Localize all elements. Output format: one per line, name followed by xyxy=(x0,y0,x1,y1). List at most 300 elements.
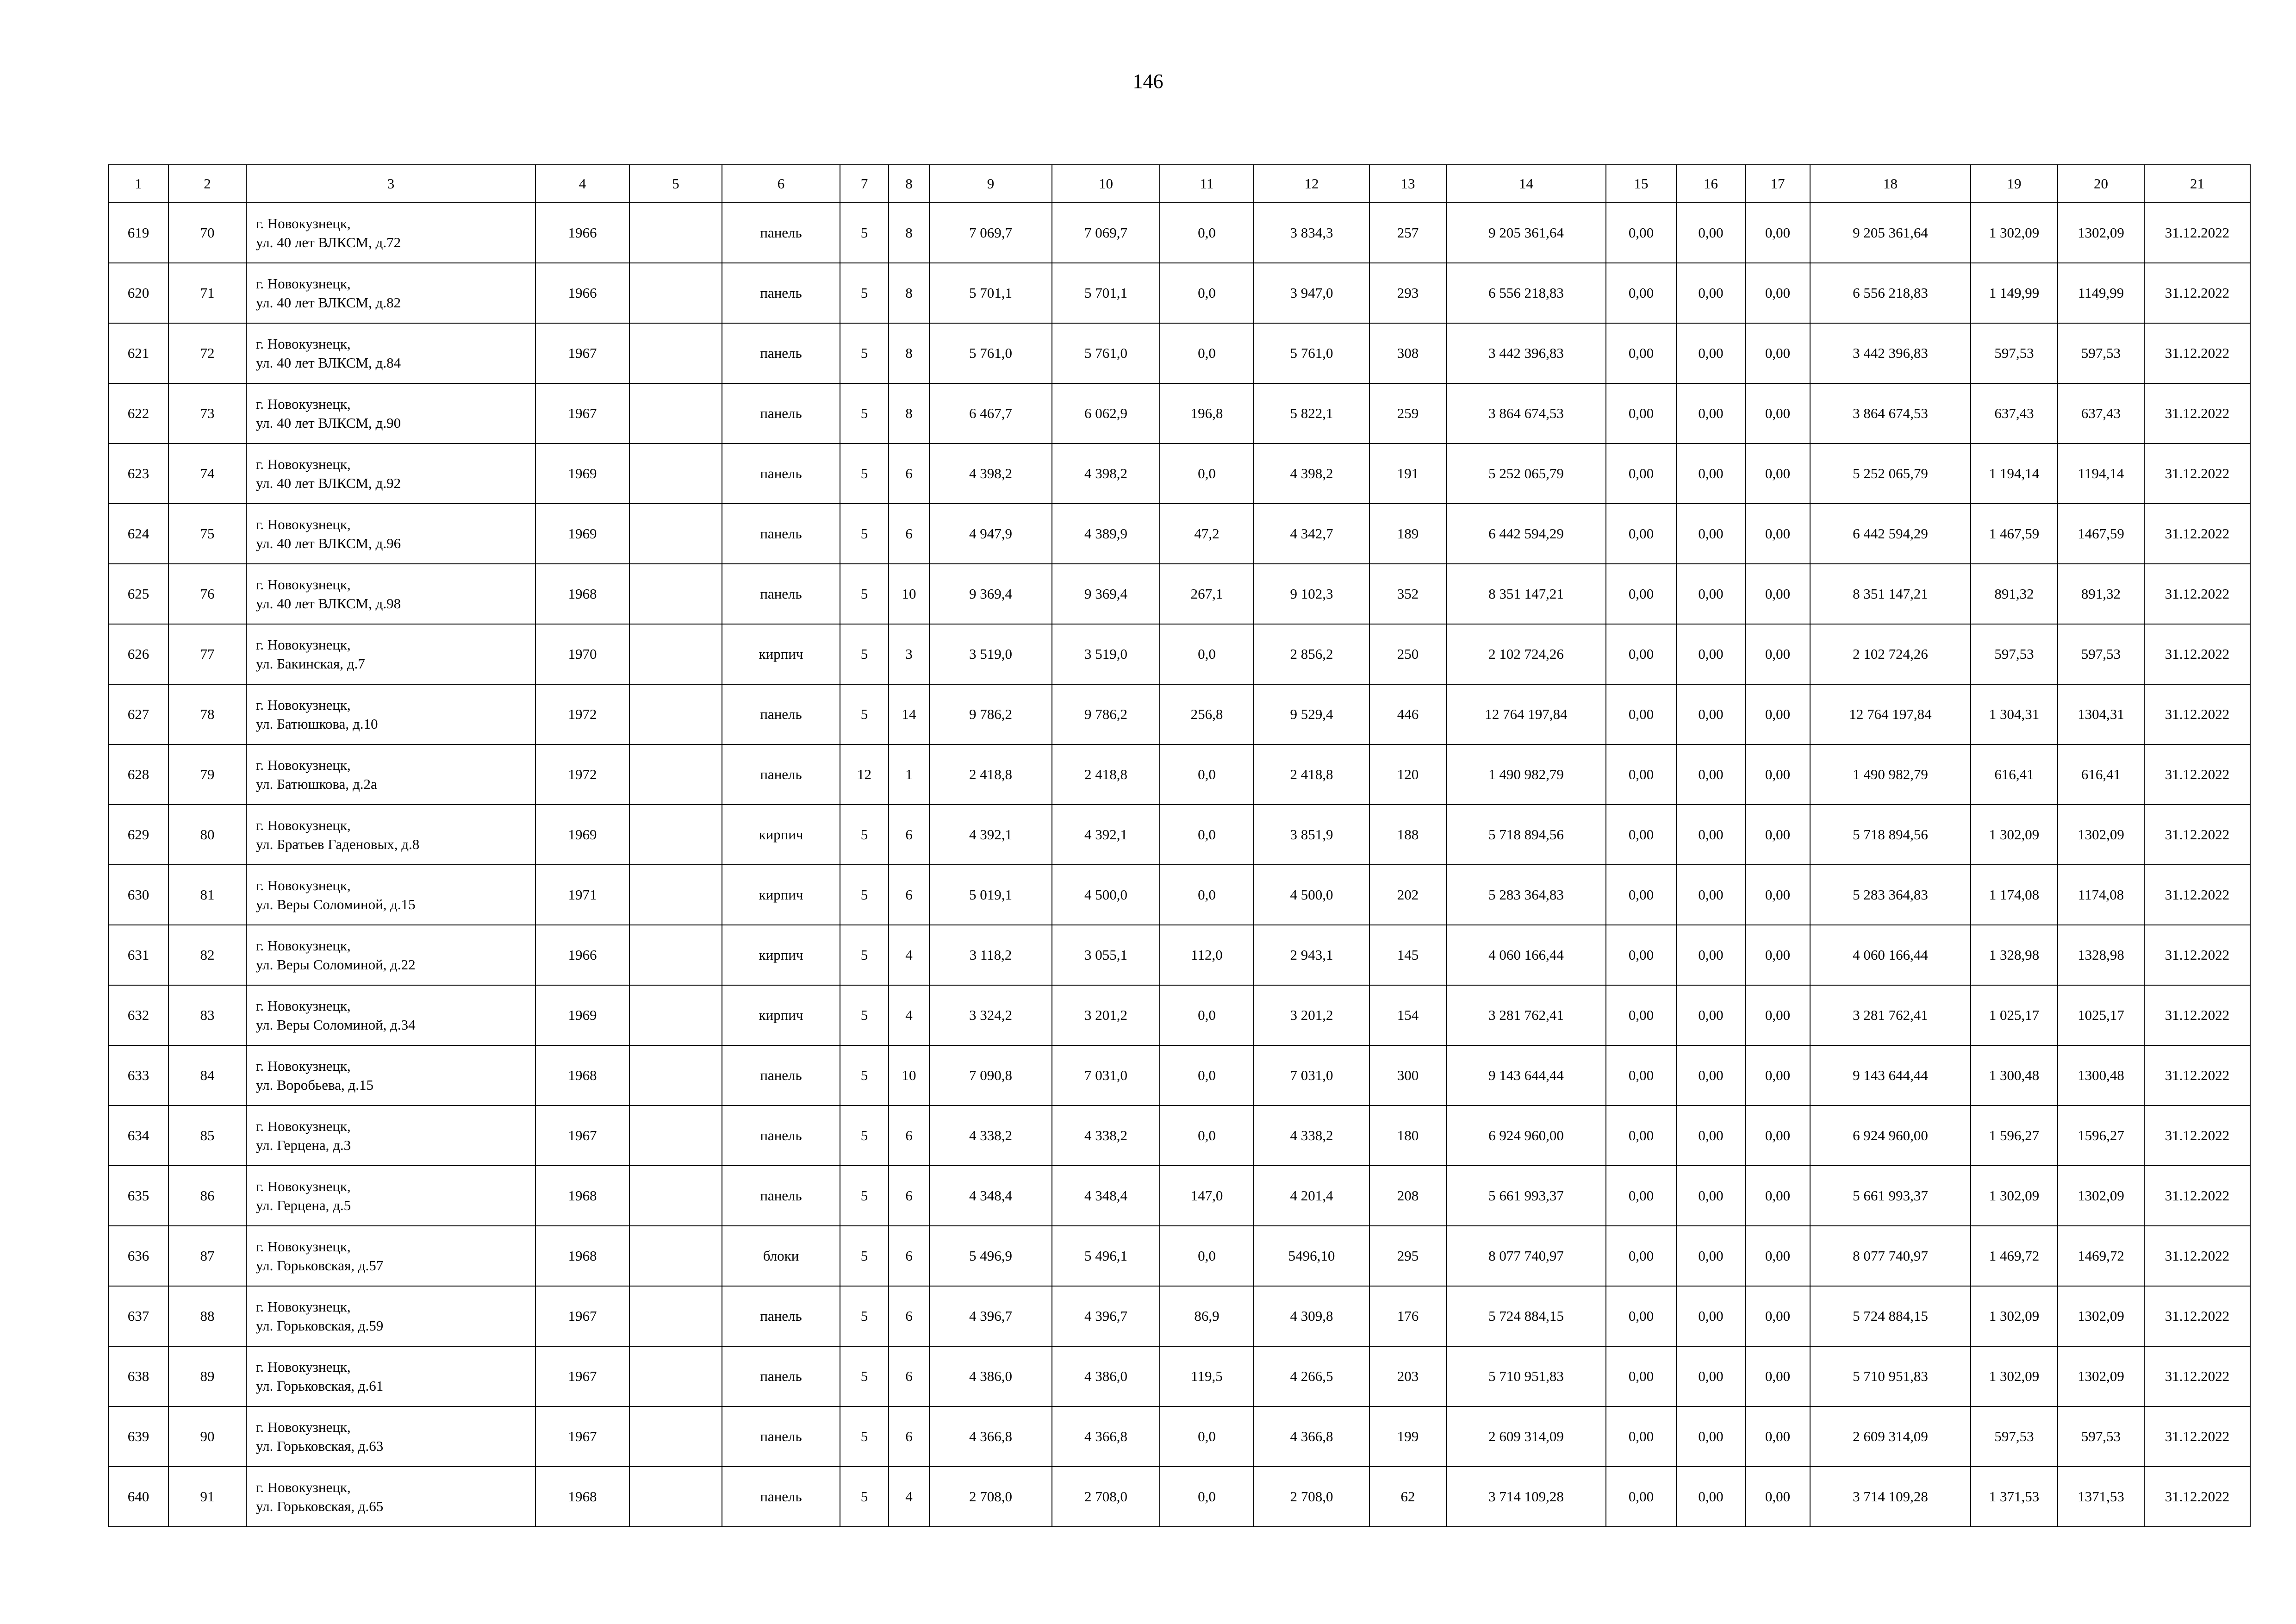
col5-cell xyxy=(629,1166,722,1226)
col16-cell: 0,00 xyxy=(1676,564,1745,624)
year-cell: 1972 xyxy=(535,744,629,805)
col18-cell: 4 060 166,44 xyxy=(1810,925,1971,985)
date-cell: 31.12.2022 xyxy=(2144,564,2250,624)
address-city: г. Новокузнецк, xyxy=(256,1359,351,1375)
col10-cell: 2 418,8 xyxy=(1052,744,1160,805)
col15-cell: 0,00 xyxy=(1606,1166,1676,1226)
col13-cell: 191 xyxy=(1369,443,1446,504)
table-row xyxy=(108,624,2250,684)
address-street: ул. Горьковская, д.61 xyxy=(256,1378,384,1394)
col10-cell: 4 389,9 xyxy=(1052,504,1160,564)
col16-cell: 0,00 xyxy=(1676,443,1745,504)
col15-cell: 0,00 xyxy=(1606,1106,1676,1166)
column-number-header: 19 xyxy=(1971,165,2058,203)
row-number-cell: 634 xyxy=(108,1106,168,1166)
col17-cell: 0,00 xyxy=(1745,925,1810,985)
cost-cell: 8 351 147,21 xyxy=(1446,564,1606,624)
table-row xyxy=(108,1045,2250,1106)
floors-cell: 5 xyxy=(840,504,889,564)
row-sub-number-cell: 91 xyxy=(168,1467,246,1527)
floors-cell: 5 xyxy=(840,624,889,684)
address-city: г. Новокузнецк, xyxy=(256,516,351,532)
col18-cell: 12 764 197,84 xyxy=(1810,684,1971,744)
address-street: ул. Герцена, д.3 xyxy=(256,1137,351,1153)
floors-cell: 5 xyxy=(840,263,889,323)
col10-cell: 3 519,0 xyxy=(1052,624,1160,684)
date-cell: 31.12.2022 xyxy=(2144,504,2250,564)
address-street: ул. 40 лет ВЛКСМ, д.90 xyxy=(256,415,401,431)
col5-cell xyxy=(629,744,722,805)
row-number-cell: 621 xyxy=(108,323,168,383)
date-cell: 31.12.2022 xyxy=(2144,865,2250,925)
row-sub-number-cell: 87 xyxy=(168,1226,246,1286)
col17-cell: 0,00 xyxy=(1745,1346,1810,1406)
col15-cell: 0,00 xyxy=(1606,1045,1676,1106)
col5-cell xyxy=(629,1106,722,1166)
column-number-header: 11 xyxy=(1160,165,1254,203)
material-cell: панель xyxy=(722,1406,840,1467)
floors-cell: 5 xyxy=(840,1286,889,1346)
year-cell: 1972 xyxy=(535,684,629,744)
floors-cell: 5 xyxy=(840,564,889,624)
col20-cell: 1149,99 xyxy=(2058,263,2144,323)
col20-cell: 1596,27 xyxy=(2058,1106,2144,1166)
col13-cell: 199 xyxy=(1369,1406,1446,1467)
col15-cell: 0,00 xyxy=(1606,1406,1676,1467)
col13-cell: 352 xyxy=(1369,564,1446,624)
col12-cell: 4 266,5 xyxy=(1254,1346,1369,1406)
col11-cell: 0,0 xyxy=(1160,1045,1254,1106)
col12-cell: 4 366,8 xyxy=(1254,1406,1369,1467)
entrances-cell: 8 xyxy=(889,383,929,443)
floors-cell: 5 xyxy=(840,383,889,443)
cost-cell: 1 490 982,79 xyxy=(1446,744,1606,805)
column-number-header: 7 xyxy=(840,165,889,203)
table-row xyxy=(108,1106,2250,1166)
col17-cell: 0,00 xyxy=(1745,985,1810,1045)
col11-cell: 0,0 xyxy=(1160,744,1254,805)
row-sub-number-cell: 75 xyxy=(168,504,246,564)
col12-cell: 5 822,1 xyxy=(1254,383,1369,443)
address-city: г. Новокузнецк, xyxy=(256,937,351,954)
address-cell xyxy=(246,203,535,263)
col18-cell: 8 351 147,21 xyxy=(1810,564,1971,624)
entrances-cell: 6 xyxy=(889,805,929,865)
row-number-cell: 627 xyxy=(108,684,168,744)
col13-cell: 145 xyxy=(1369,925,1446,985)
year-cell: 1968 xyxy=(535,564,629,624)
row-number-cell: 628 xyxy=(108,744,168,805)
col16-cell: 0,00 xyxy=(1676,624,1745,684)
address-cell xyxy=(246,925,535,985)
row-sub-number-cell: 76 xyxy=(168,564,246,624)
year-cell: 1968 xyxy=(535,1467,629,1527)
table-row xyxy=(108,1467,2250,1527)
column-number-header: 20 xyxy=(2058,165,2144,203)
material-cell: панель xyxy=(722,1106,840,1166)
col15-cell: 0,00 xyxy=(1606,985,1676,1045)
cost-cell: 4 060 166,44 xyxy=(1446,925,1606,985)
address-cell xyxy=(246,1166,535,1226)
col17-cell: 0,00 xyxy=(1745,1045,1810,1106)
row-number-cell: 640 xyxy=(108,1467,168,1527)
col10-cell: 7 031,0 xyxy=(1052,1045,1160,1106)
address-cell xyxy=(246,684,535,744)
material-cell: панель xyxy=(722,564,840,624)
row-sub-number-cell: 86 xyxy=(168,1166,246,1226)
row-number-cell: 619 xyxy=(108,203,168,263)
col20-cell: 891,32 xyxy=(2058,564,2144,624)
col5-cell xyxy=(629,203,722,263)
col19-cell: 1 302,09 xyxy=(1971,1286,2058,1346)
col16-cell: 0,00 xyxy=(1676,383,1745,443)
address-street: ул. Веры Соломиной, д.15 xyxy=(256,896,416,912)
total-area-cell: 5 019,1 xyxy=(929,865,1052,925)
col16-cell: 0,00 xyxy=(1676,684,1745,744)
cost-cell: 6 442 594,29 xyxy=(1446,504,1606,564)
material-cell: кирпич xyxy=(722,624,840,684)
year-cell: 1969 xyxy=(535,443,629,504)
col18-cell: 5 710 951,83 xyxy=(1810,1346,1971,1406)
total-area-cell: 3 519,0 xyxy=(929,624,1052,684)
col10-cell: 4 386,0 xyxy=(1052,1346,1160,1406)
col18-cell: 3 864 674,53 xyxy=(1810,383,1971,443)
row-sub-number-cell: 81 xyxy=(168,865,246,925)
cost-cell: 9 143 644,44 xyxy=(1446,1045,1606,1106)
address-city: г. Новокузнецк, xyxy=(256,697,351,713)
floors-cell: 5 xyxy=(840,1166,889,1226)
col5-cell xyxy=(629,443,722,504)
year-cell: 1966 xyxy=(535,263,629,323)
entrances-cell: 4 xyxy=(889,1467,929,1527)
address-city: г. Новокузнецк, xyxy=(256,336,351,352)
material-cell: панель xyxy=(722,684,840,744)
col12-cell: 4 338,2 xyxy=(1254,1106,1369,1166)
address-street: ул. 40 лет ВЛКСМ, д.84 xyxy=(256,355,401,371)
date-cell: 31.12.2022 xyxy=(2144,443,2250,504)
col5-cell xyxy=(629,504,722,564)
cost-cell: 3 864 674,53 xyxy=(1446,383,1606,443)
row-number-cell: 625 xyxy=(108,564,168,624)
date-cell: 31.12.2022 xyxy=(2144,1286,2250,1346)
date-cell: 31.12.2022 xyxy=(2144,1106,2250,1166)
cost-cell: 5 718 894,56 xyxy=(1446,805,1606,865)
col11-cell: 0,0 xyxy=(1160,1226,1254,1286)
date-cell: 31.12.2022 xyxy=(2144,1045,2250,1106)
entrances-cell: 8 xyxy=(889,323,929,383)
entrances-cell: 8 xyxy=(889,263,929,323)
address-street: ул. 40 лет ВЛКСМ, д.98 xyxy=(256,595,401,612)
material-cell: панель xyxy=(722,1346,840,1406)
col10-cell: 3 201,2 xyxy=(1052,985,1160,1045)
column-number-header: 15 xyxy=(1606,165,1676,203)
address-cell xyxy=(246,1467,535,1527)
row-sub-number-cell: 82 xyxy=(168,925,246,985)
row-sub-number-cell: 77 xyxy=(168,624,246,684)
floors-cell: 5 xyxy=(840,865,889,925)
address-street: ул. Горьковская, д.59 xyxy=(256,1318,384,1334)
address-city: г. Новокузнецк, xyxy=(256,396,351,412)
col17-cell: 0,00 xyxy=(1745,263,1810,323)
floors-cell: 5 xyxy=(840,684,889,744)
col16-cell: 0,00 xyxy=(1676,925,1745,985)
date-cell: 31.12.2022 xyxy=(2144,1406,2250,1467)
col19-cell: 1 149,99 xyxy=(1971,263,2058,323)
address-city: г. Новокузнецк, xyxy=(256,275,351,292)
col16-cell: 0,00 xyxy=(1676,203,1745,263)
col20-cell: 597,53 xyxy=(2058,624,2144,684)
material-cell: блоки xyxy=(722,1226,840,1286)
col5-cell xyxy=(629,323,722,383)
col11-cell: 147,0 xyxy=(1160,1166,1254,1226)
address-street: ул. Братьев Гаденовых, д.8 xyxy=(256,836,420,852)
col12-cell: 4 500,0 xyxy=(1254,865,1369,925)
material-cell: кирпич xyxy=(722,925,840,985)
row-number-cell: 630 xyxy=(108,865,168,925)
column-number-header: 14 xyxy=(1446,165,1606,203)
date-cell: 31.12.2022 xyxy=(2144,624,2250,684)
year-cell: 1966 xyxy=(535,203,629,263)
col16-cell: 0,00 xyxy=(1676,263,1745,323)
date-cell: 31.12.2022 xyxy=(2144,263,2250,323)
col19-cell: 597,53 xyxy=(1971,624,2058,684)
col18-cell: 9 143 644,44 xyxy=(1810,1045,1971,1106)
entrances-cell: 6 xyxy=(889,1106,929,1166)
col20-cell: 1328,98 xyxy=(2058,925,2144,985)
col10-cell: 4 348,4 xyxy=(1052,1166,1160,1226)
total-area-cell: 3 118,2 xyxy=(929,925,1052,985)
col16-cell: 0,00 xyxy=(1676,1467,1745,1527)
col15-cell: 0,00 xyxy=(1606,383,1676,443)
address-street: ул. Герцена, д.5 xyxy=(256,1197,351,1213)
entrances-cell: 4 xyxy=(889,985,929,1045)
address-street: ул. Батюшкова, д.10 xyxy=(256,716,378,732)
floors-cell: 5 xyxy=(840,1106,889,1166)
row-sub-number-cell: 70 xyxy=(168,203,246,263)
col11-cell: 0,0 xyxy=(1160,985,1254,1045)
col17-cell: 0,00 xyxy=(1745,1166,1810,1226)
col19-cell: 1 596,27 xyxy=(1971,1106,2058,1166)
row-number-cell: 632 xyxy=(108,985,168,1045)
address-street: ул. Воробьева, д.15 xyxy=(256,1077,373,1093)
row-number-cell: 637 xyxy=(108,1286,168,1346)
col13-cell: 203 xyxy=(1369,1346,1446,1406)
col17-cell: 0,00 xyxy=(1745,624,1810,684)
address-city: г. Новокузнецк, xyxy=(256,1479,351,1495)
entrances-cell: 6 xyxy=(889,443,929,504)
entrances-cell: 6 xyxy=(889,1166,929,1226)
col18-cell: 5 718 894,56 xyxy=(1810,805,1971,865)
col11-cell: 0,0 xyxy=(1160,203,1254,263)
material-cell: панель xyxy=(722,744,840,805)
cost-cell: 9 205 361,64 xyxy=(1446,203,1606,263)
date-cell: 31.12.2022 xyxy=(2144,1346,2250,1406)
row-number-cell: 620 xyxy=(108,263,168,323)
col19-cell: 1 194,14 xyxy=(1971,443,2058,504)
row-sub-number-cell: 85 xyxy=(168,1106,246,1166)
col18-cell: 3 714 109,28 xyxy=(1810,1467,1971,1527)
floors-cell: 5 xyxy=(840,203,889,263)
floors-cell: 5 xyxy=(840,1467,889,1527)
row-sub-number-cell: 84 xyxy=(168,1045,246,1106)
row-sub-number-cell: 80 xyxy=(168,805,246,865)
col19-cell: 637,43 xyxy=(1971,383,2058,443)
table-row xyxy=(108,1346,2250,1406)
address-cell xyxy=(246,323,535,383)
col5-cell xyxy=(629,1286,722,1346)
column-number-header: 13 xyxy=(1369,165,1446,203)
col5-cell xyxy=(629,985,722,1045)
address-city: г. Новокузнецк, xyxy=(256,877,351,893)
col16-cell: 0,00 xyxy=(1676,1406,1745,1467)
column-number-header: 12 xyxy=(1254,165,1369,203)
col11-cell: 0,0 xyxy=(1160,263,1254,323)
row-sub-number-cell: 73 xyxy=(168,383,246,443)
column-number-header: 4 xyxy=(535,165,629,203)
address-city: г. Новокузнецк, xyxy=(256,456,351,472)
col20-cell: 1302,09 xyxy=(2058,1286,2144,1346)
col10-cell: 5 496,1 xyxy=(1052,1226,1160,1286)
date-cell: 31.12.2022 xyxy=(2144,985,2250,1045)
col18-cell: 6 556 218,83 xyxy=(1810,263,1971,323)
column-number-header: 21 xyxy=(2144,165,2250,203)
col5-cell xyxy=(629,1346,722,1406)
col13-cell: 300 xyxy=(1369,1045,1446,1106)
col13-cell: 188 xyxy=(1369,805,1446,865)
col19-cell: 1 300,48 xyxy=(1971,1045,2058,1106)
total-area-cell: 9 786,2 xyxy=(929,684,1052,744)
floors-cell: 5 xyxy=(840,1226,889,1286)
col13-cell: 295 xyxy=(1369,1226,1446,1286)
col17-cell: 0,00 xyxy=(1745,684,1810,744)
material-cell: панель xyxy=(722,1467,840,1527)
date-cell: 31.12.2022 xyxy=(2144,925,2250,985)
address-cell xyxy=(246,624,535,684)
row-sub-number-cell: 74 xyxy=(168,443,246,504)
col16-cell: 0,00 xyxy=(1676,1166,1745,1226)
column-number-header: 2 xyxy=(168,165,246,203)
material-cell: кирпич xyxy=(722,865,840,925)
col17-cell: 0,00 xyxy=(1745,504,1810,564)
year-cell: 1966 xyxy=(535,925,629,985)
year-cell: 1967 xyxy=(535,1286,629,1346)
col16-cell: 0,00 xyxy=(1676,1106,1745,1166)
total-area-cell: 4 366,8 xyxy=(929,1406,1052,1467)
column-number-header: 16 xyxy=(1676,165,1745,203)
col18-cell: 6 442 594,29 xyxy=(1810,504,1971,564)
col16-cell: 0,00 xyxy=(1676,1045,1745,1106)
col16-cell: 0,00 xyxy=(1676,985,1745,1045)
table-row xyxy=(108,744,2250,805)
col19-cell: 1 371,53 xyxy=(1971,1467,2058,1527)
col15-cell: 0,00 xyxy=(1606,925,1676,985)
material-cell: панель xyxy=(722,383,840,443)
cost-cell: 3 442 396,83 xyxy=(1446,323,1606,383)
col18-cell: 5 252 065,79 xyxy=(1810,443,1971,504)
col11-cell: 0,0 xyxy=(1160,865,1254,925)
col19-cell: 1 302,09 xyxy=(1971,1166,2058,1226)
col5-cell xyxy=(629,624,722,684)
col11-cell: 256,8 xyxy=(1160,684,1254,744)
entrances-cell: 6 xyxy=(889,1226,929,1286)
cost-cell: 8 077 740,97 xyxy=(1446,1226,1606,1286)
table-row xyxy=(108,564,2250,624)
address-street: ул. Горьковская, д.57 xyxy=(256,1257,384,1274)
entrances-cell: 6 xyxy=(889,1406,929,1467)
col20-cell: 1302,09 xyxy=(2058,1166,2144,1226)
col18-cell: 2 102 724,26 xyxy=(1810,624,1971,684)
col15-cell: 0,00 xyxy=(1606,1467,1676,1527)
cost-cell: 5 661 993,37 xyxy=(1446,1166,1606,1226)
floors-cell: 12 xyxy=(840,744,889,805)
entrances-cell: 8 xyxy=(889,203,929,263)
col17-cell: 0,00 xyxy=(1745,1467,1810,1527)
col19-cell: 1 467,59 xyxy=(1971,504,2058,564)
col19-cell: 1 025,17 xyxy=(1971,985,2058,1045)
row-number-cell: 626 xyxy=(108,624,168,684)
col15-cell: 0,00 xyxy=(1606,504,1676,564)
date-cell: 31.12.2022 xyxy=(2144,805,2250,865)
row-sub-number-cell: 79 xyxy=(168,744,246,805)
address-city: г. Новокузнецк, xyxy=(256,1419,351,1435)
address-city: г. Новокузнецк, xyxy=(256,817,351,833)
material-cell: панель xyxy=(722,443,840,504)
col15-cell: 0,00 xyxy=(1606,1226,1676,1286)
col13-cell: 176 xyxy=(1369,1286,1446,1346)
col20-cell: 1300,48 xyxy=(2058,1045,2144,1106)
col18-cell: 5 724 884,15 xyxy=(1810,1286,1971,1346)
col20-cell: 1304,31 xyxy=(2058,684,2144,744)
col17-cell: 0,00 xyxy=(1745,564,1810,624)
col5-cell xyxy=(629,684,722,744)
cost-cell: 3 714 109,28 xyxy=(1446,1467,1606,1527)
row-sub-number-cell: 89 xyxy=(168,1346,246,1406)
row-number-cell: 624 xyxy=(108,504,168,564)
address-street: ул. Бакинская, д.7 xyxy=(256,656,365,672)
col13-cell: 154 xyxy=(1369,985,1446,1045)
year-cell: 1967 xyxy=(535,1106,629,1166)
column-number-header: 18 xyxy=(1810,165,1971,203)
year-cell: 1971 xyxy=(535,865,629,925)
address-city: г. Новокузнецк, xyxy=(256,215,351,231)
row-number-cell: 631 xyxy=(108,925,168,985)
address-cell xyxy=(246,504,535,564)
col17-cell: 0,00 xyxy=(1745,1406,1810,1467)
column-number-header: 9 xyxy=(929,165,1052,203)
row-number-cell: 622 xyxy=(108,383,168,443)
col13-cell: 180 xyxy=(1369,1106,1446,1166)
table-row xyxy=(108,504,2250,564)
address-city: г. Новокузнецк, xyxy=(256,1299,351,1315)
total-area-cell: 5 496,9 xyxy=(929,1226,1052,1286)
address-cell xyxy=(246,1106,535,1166)
col12-cell: 4 342,7 xyxy=(1254,504,1369,564)
col10-cell: 4 338,2 xyxy=(1052,1106,1160,1166)
col16-cell: 0,00 xyxy=(1676,504,1745,564)
total-area-cell: 5 761,0 xyxy=(929,323,1052,383)
total-area-cell: 2 418,8 xyxy=(929,744,1052,805)
col20-cell: 1174,08 xyxy=(2058,865,2144,925)
address-street: ул. Горьковская, д.63 xyxy=(256,1438,384,1454)
col13-cell: 259 xyxy=(1369,383,1446,443)
material-cell: панель xyxy=(722,263,840,323)
entrances-cell: 10 xyxy=(889,564,929,624)
col12-cell: 4 309,8 xyxy=(1254,1286,1369,1346)
entrances-cell: 6 xyxy=(889,865,929,925)
col5-cell xyxy=(629,1045,722,1106)
address-city: г. Новокузнецк, xyxy=(256,998,351,1014)
col10-cell: 9 369,4 xyxy=(1052,564,1160,624)
